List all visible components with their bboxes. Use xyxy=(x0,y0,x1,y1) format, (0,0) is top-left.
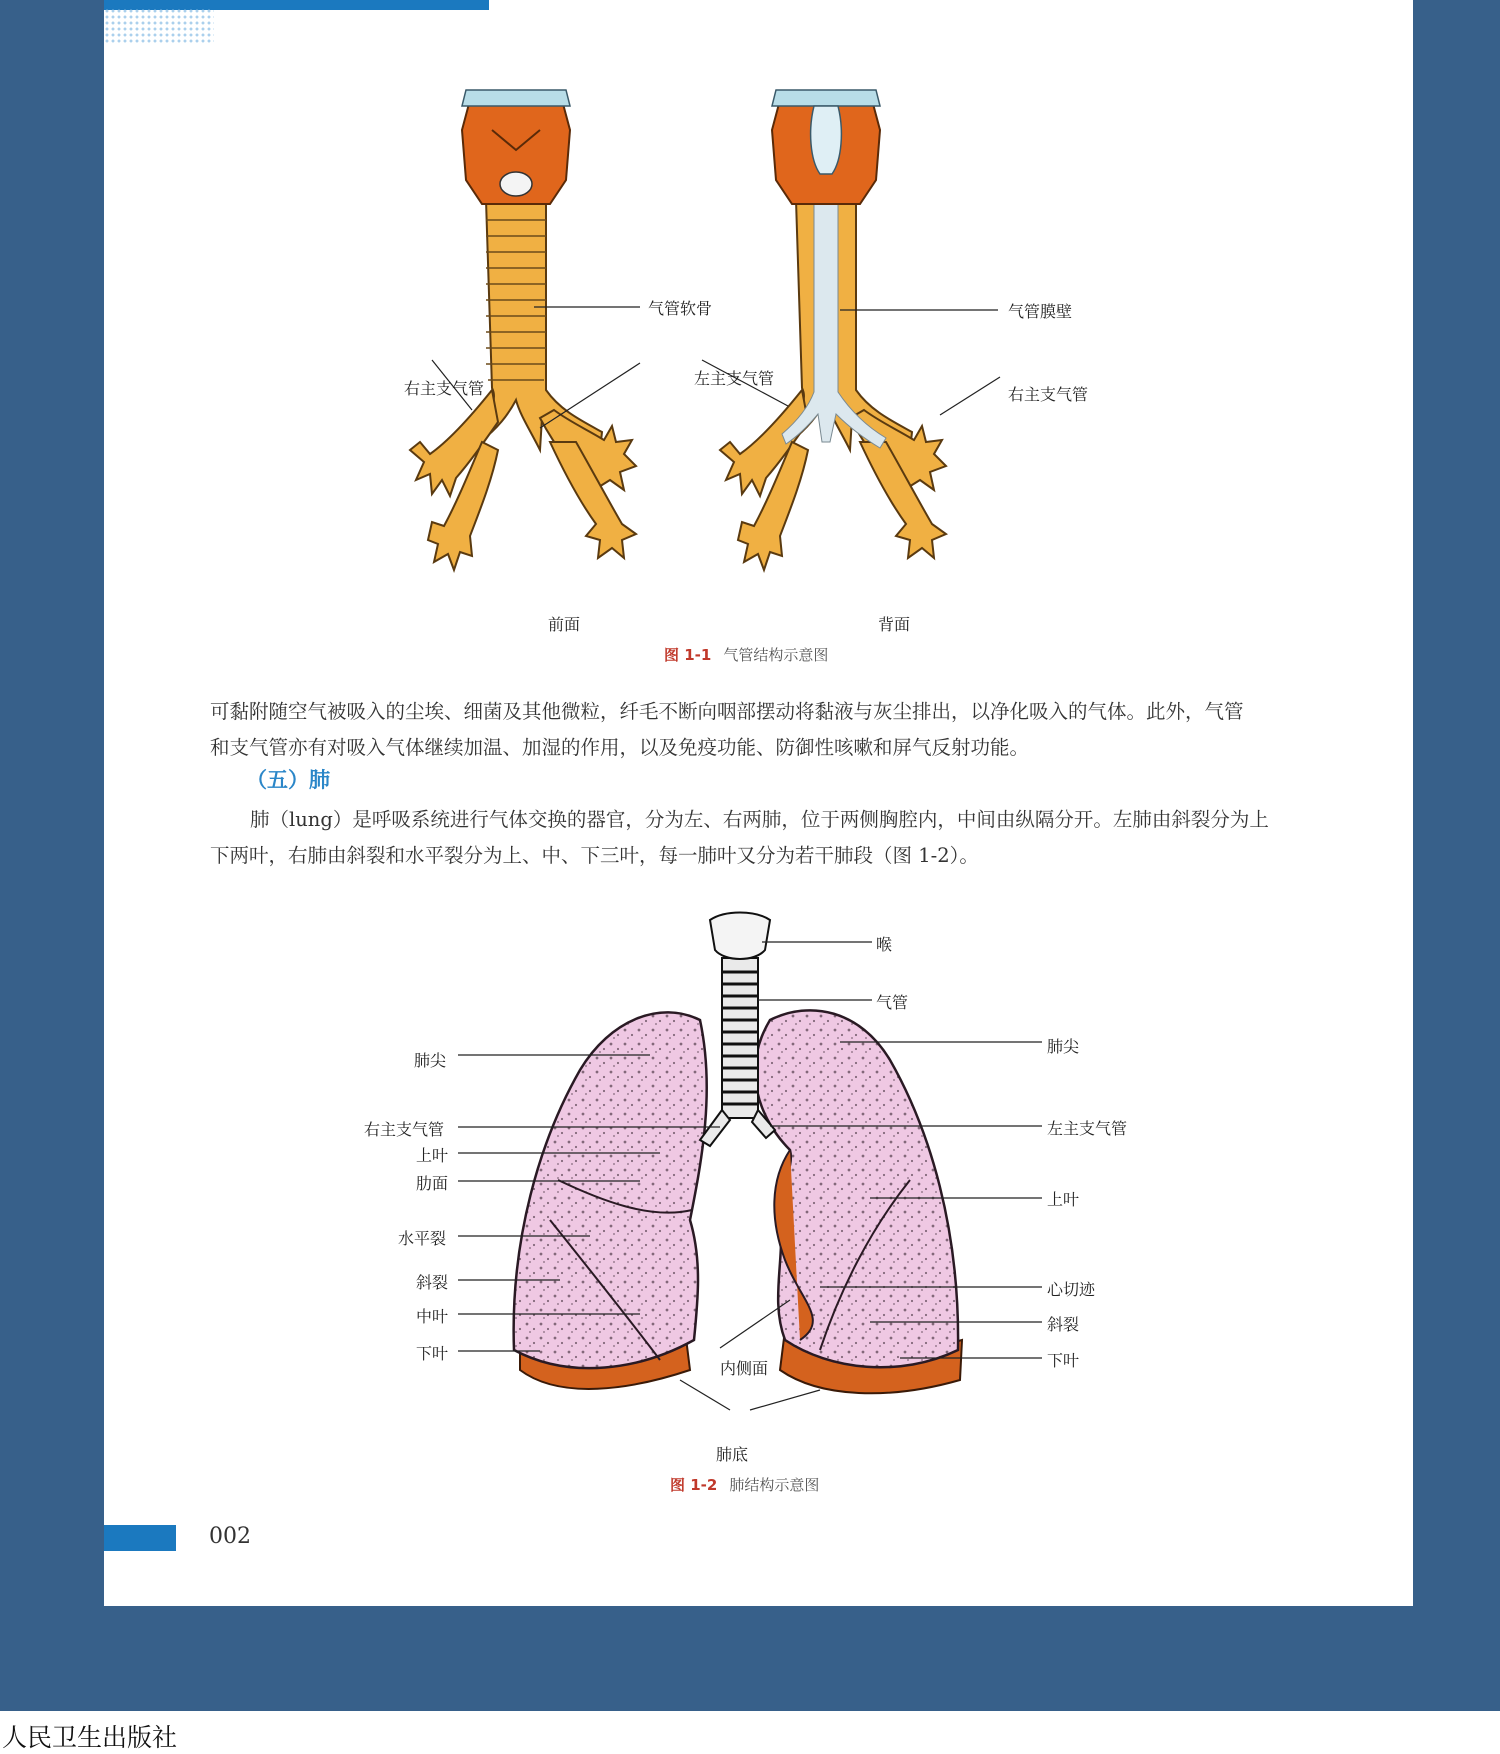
paragraph-1-line-1: 可黏附随空气被吸入的尘埃、细菌及其他微粒，纤毛不断向咽部摆动将黏液与灰尘排出，以净化吸入的气体。此外，气管 xyxy=(210,700,1244,723)
label-upper-lobe-left: 上叶 xyxy=(1047,1190,1080,1209)
trachea-front-illustration xyxy=(410,90,636,570)
label-front-view: 前面 xyxy=(548,615,581,634)
left-lung xyxy=(755,1010,958,1367)
figure1-caption xyxy=(664,644,828,665)
page-number: 002 xyxy=(209,1524,251,1549)
paragraph-2-line-1: 肺（lung）是呼吸系统进行气体交换的器官，分为左、右两肺，位于两侧胸腔内，中间由纵隔分开。左肺由斜裂分为上 xyxy=(250,808,1269,831)
label-tracheal-cartilage: 气管软骨 xyxy=(648,299,713,318)
larynx-shape xyxy=(710,913,770,960)
paragraph-1 xyxy=(210,694,1290,766)
paragraph-2 xyxy=(210,802,1290,874)
label-left-main-bronchus-lung: 左主支气管 xyxy=(1047,1119,1128,1138)
label-left-main-bronchus: 左主支气管 xyxy=(694,369,775,388)
right-lung xyxy=(514,1012,707,1368)
lung-figure xyxy=(440,900,1060,1470)
label-lung-base: 肺底 xyxy=(716,1445,749,1464)
header-dot-pattern xyxy=(104,8,214,44)
figure2-caption-text: 肺结构示意图 xyxy=(729,1476,820,1494)
label-larynx: 喉 xyxy=(876,935,893,954)
label-apex-right-lung: 肺尖 xyxy=(414,1051,447,1070)
label-apex-left-lung: 肺尖 xyxy=(1047,1037,1080,1056)
label-costal-surface: 肋面 xyxy=(416,1174,449,1193)
label-right-main-bronchus: 右主支气管 xyxy=(364,1120,445,1139)
label-cardiac-notch: 心切迹 xyxy=(1047,1280,1096,1299)
label-middle-lobe: 中叶 xyxy=(416,1307,449,1326)
label-right-main-bronchus-back: 右主支气管 xyxy=(1008,385,1089,404)
label-trachea: 气管 xyxy=(876,993,909,1012)
label-medial-surface: 内侧面 xyxy=(720,1359,769,1378)
label-oblique-fissure-left: 斜裂 xyxy=(1047,1315,1080,1334)
label-right-main-bronchus-front: 右主支气管 xyxy=(404,379,485,398)
publisher-credit: 人民卫生出版社 xyxy=(2,1723,178,1752)
label-horizontal-fissure: 水平裂 xyxy=(398,1229,447,1248)
trachea-back-illustration xyxy=(720,90,946,570)
label-lower-lobe-right: 下叶 xyxy=(416,1344,449,1363)
label-lower-lobe-left: 下叶 xyxy=(1047,1351,1080,1370)
paragraph-1-line-2: 和支气管亦有对吸入气体继续加温、加湿的作用，以及免疫功能、防御性咳嗽和屏气反射功能。 xyxy=(210,736,1030,759)
figure2-caption xyxy=(670,1474,819,1495)
paragraph-2-line-2: 下两叶，右肺由斜裂和水平裂分为上、中、下三叶，每一肺叶又分为若干肺段（图 1-2）。 xyxy=(210,844,979,867)
section-heading-lung: （五）肺 xyxy=(246,767,330,792)
label-back-view: 背面 xyxy=(878,615,911,634)
trachea-figure xyxy=(380,70,1140,630)
figure2-caption-number: 图 1-2 xyxy=(670,1476,718,1494)
label-upper-lobe-right: 上叶 xyxy=(416,1146,449,1165)
page-number-tab xyxy=(104,1525,176,1551)
label-oblique-fissure-right: 斜裂 xyxy=(416,1273,449,1292)
figure1-caption-text: 气管结构示意图 xyxy=(723,646,829,664)
label-tracheal-membrane: 气管膜壁 xyxy=(1008,302,1073,321)
figure1-caption-number: 图 1-1 xyxy=(664,646,712,664)
